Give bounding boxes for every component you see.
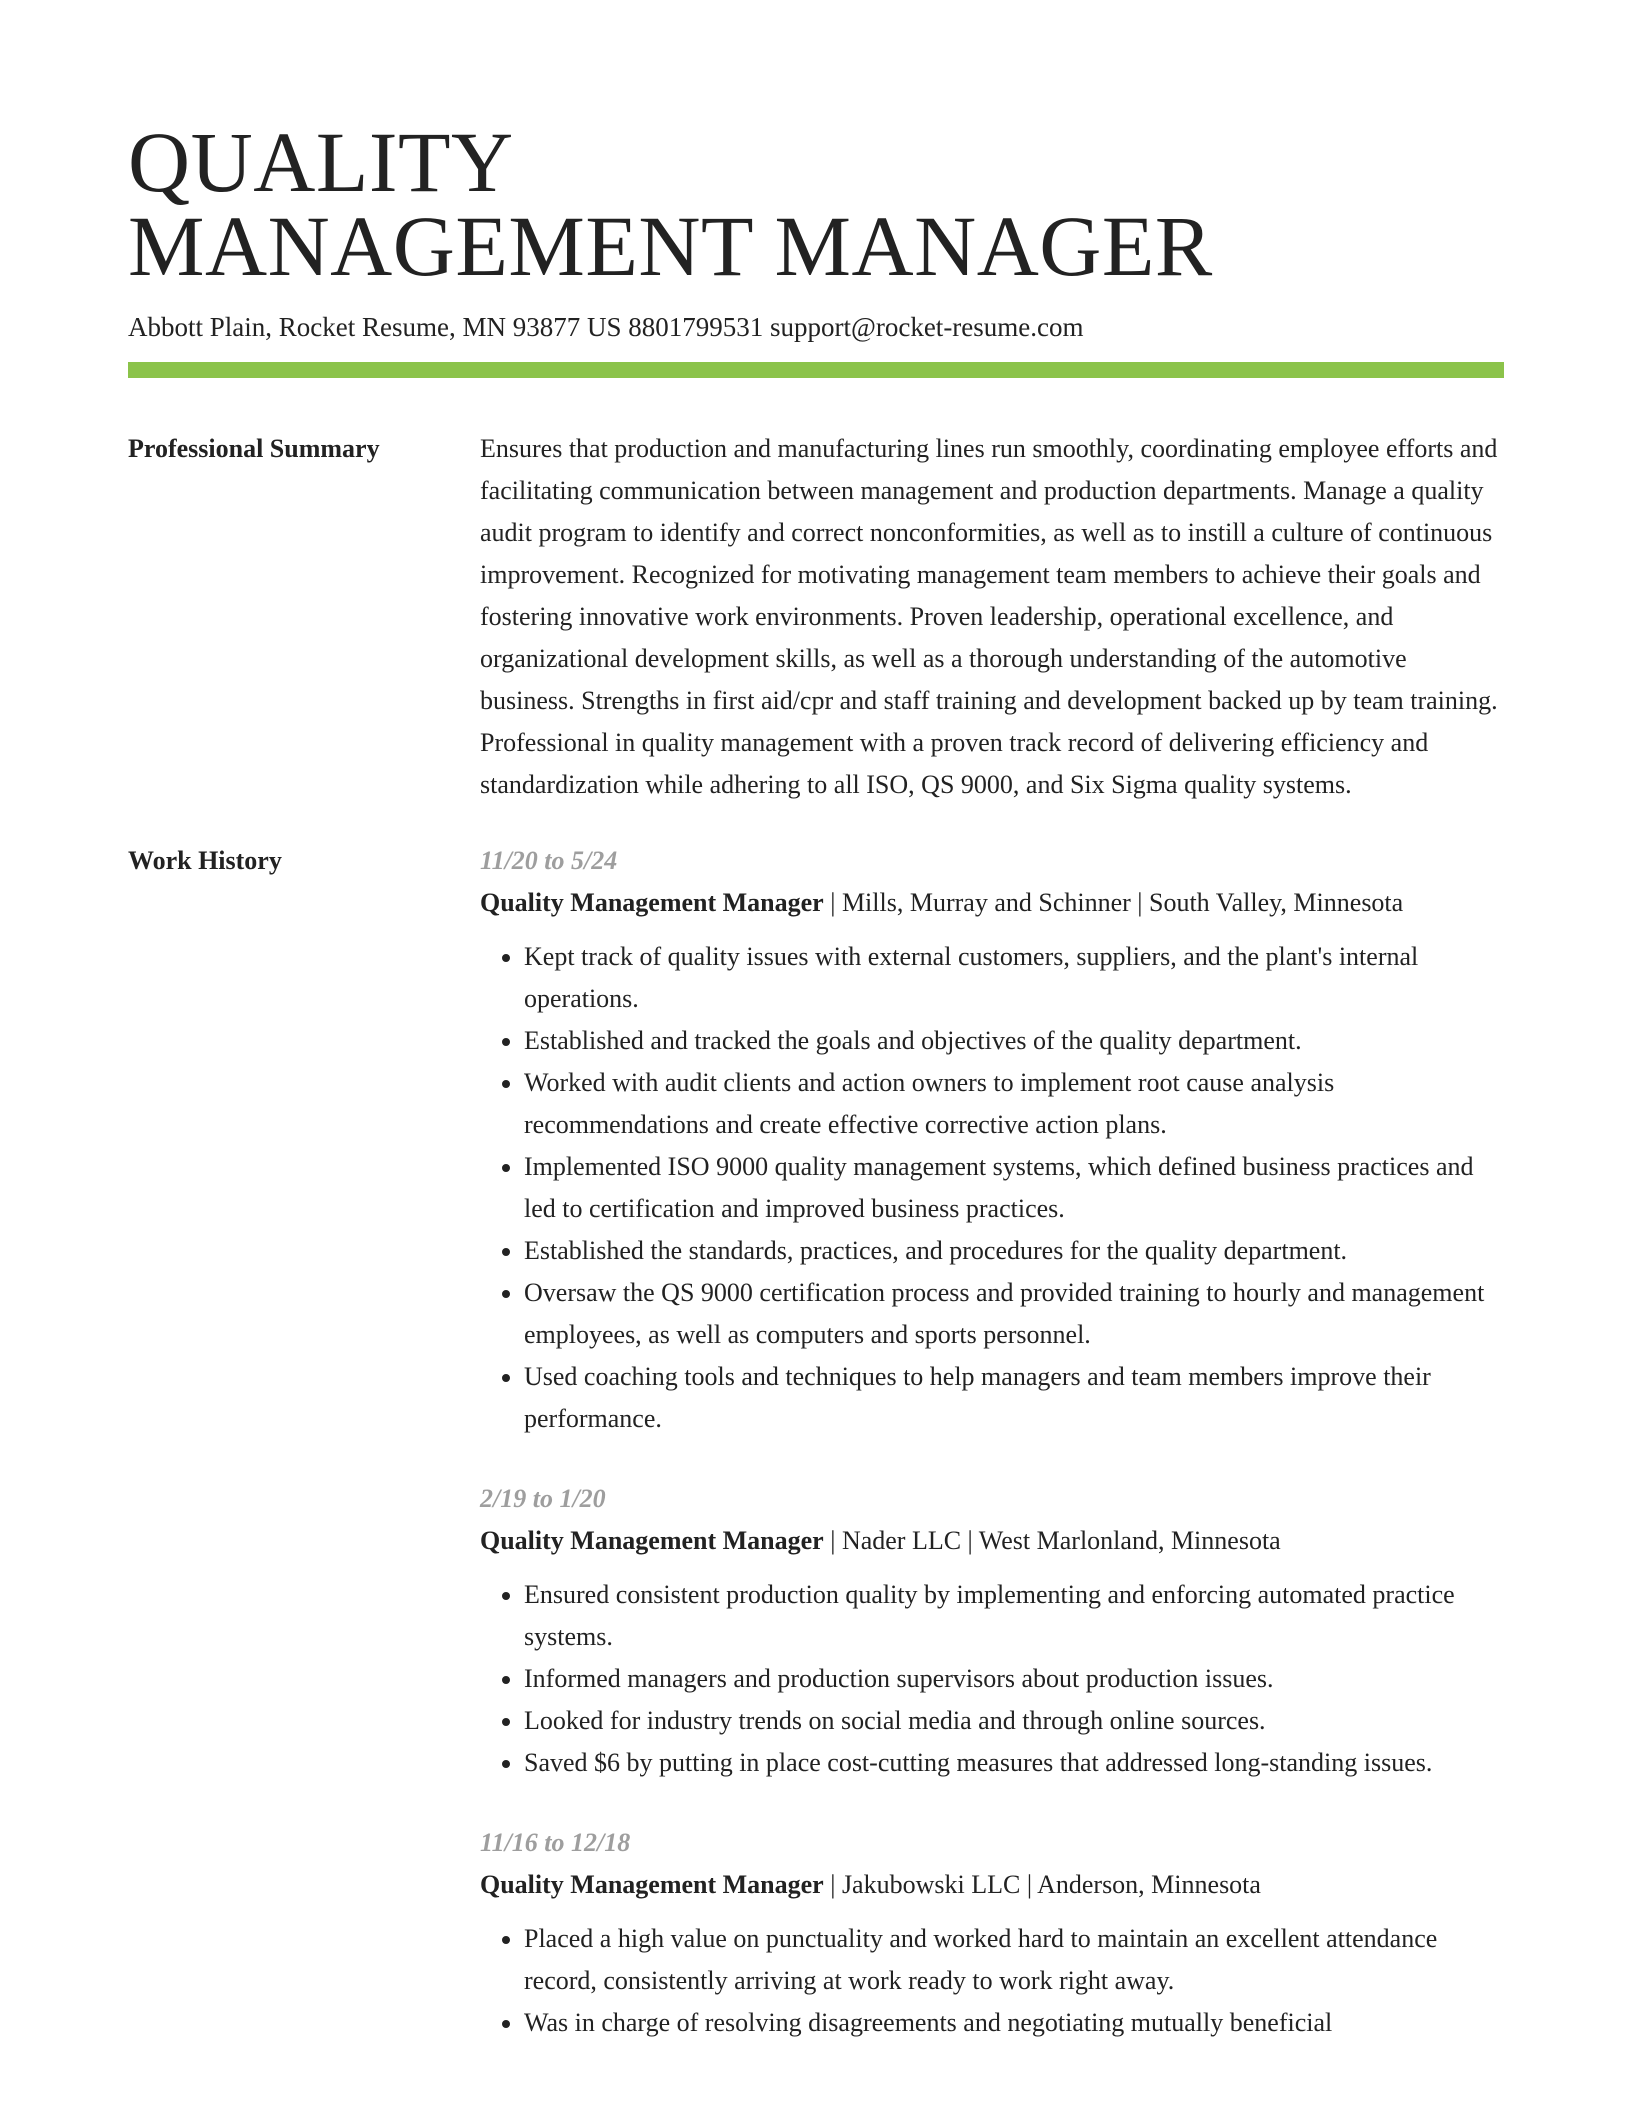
list-item: • Informed managers and production supervisors about production issues.: [524, 1658, 1504, 1700]
job-dates: 11/16 to 12/18: [480, 1828, 631, 1857]
job-entry: [480, 840, 1504, 1440]
summary-section: [128, 428, 1504, 806]
job-entry: [480, 1822, 1504, 2044]
title-line-2: MANAGEMENT MANAGER: [128, 198, 1213, 294]
list-item: • Kept track of quality issues with external customers, suppliers, and the plant's internal operations.: [524, 936, 1504, 1020]
list-item: • Looked for industry trends on social media and through online sources.: [524, 1700, 1504, 1742]
job-bullets: [480, 936, 1504, 1440]
list-item: • Was in charge of resolving disagreements and negotiating mutually beneficial: [524, 2002, 1504, 2044]
job-dates: 11/20 to 5/24: [480, 846, 618, 875]
list-item: • Ensured consistent production quality by implementing and enforcing automated practice systems.: [524, 1574, 1504, 1658]
contact-info: Abbott Plain, Rocket Resume, MN 93877 US 8801799531 support@rocket-resume.com: [128, 312, 1084, 342]
work-history-section: [128, 840, 1504, 2082]
resume-title: [128, 114, 1504, 294]
job-heading: [480, 1520, 1504, 1562]
list-item: • Established the standards, practices, and procedures for the quality department.: [524, 1230, 1504, 1272]
job-heading: [480, 882, 1504, 924]
title-line-1: QUALITY: [128, 114, 514, 210]
job-bullets: [480, 1574, 1504, 1784]
job-title: Quality Management Manager: [480, 1870, 824, 1899]
list-item: • Implemented ISO 9000 quality management systems, which defined business practices and led to certification and improved business practices.: [524, 1146, 1504, 1230]
job-entry: [480, 1478, 1504, 1784]
job-details: | Nader LLC | West Marlonland, Minnesota: [823, 1526, 1281, 1555]
work-history-label: Work History: [128, 846, 282, 875]
work-history-list: [480, 840, 1504, 2082]
list-item: • Oversaw the QS 9000 certification process and provided training to hourly and management employees, as well as computers and sports personnel.: [524, 1272, 1504, 1356]
accent-divider: [128, 362, 1504, 378]
list-item: • Worked with audit clients and action owners to implement root cause analysis recommendations and create effective corrective action plans.: [524, 1062, 1504, 1146]
job-details: | Mills, Murray and Schinner | South Valley, Minnesota: [823, 888, 1404, 917]
list-item: • Placed a high value on punctuality and worked hard to maintain an excellent attendance record, consistently arriving at work ready to work right away.: [524, 1918, 1504, 2002]
job-title: Quality Management Manager: [480, 1526, 824, 1555]
summary-text: Ensures that production and manufacturing lines run smoothly, coordinating employee efforts and facilitating communication between management and production departments. Manage a quality audit program to identify and correct nonconformities, as well as to instill a culture of continuous improvement. Recognized for motivating management team members to achieve their goals and fostering innovative work environments. Proven leadership, operational excellence, and organizational development skills, as well as a thorough understanding of the automotive business. Strengths in first aid/cpr and staff training and development backed up by team training. Professional in quality management with a proven track record of delivering efficiency and standardization while adhering to all ISO, QS 9000, and Six Sigma quality systems.: [480, 434, 1498, 799]
list-item: • Established and tracked the goals and objectives of the quality department.: [524, 1020, 1504, 1062]
job-title: Quality Management Manager: [480, 888, 824, 917]
resume-page: [128, 114, 1504, 2082]
job-dates: 2/19 to 1/20: [480, 1484, 606, 1513]
job-heading: [480, 1864, 1504, 1906]
list-item: • Saved $6 by putting in place cost-cutting measures that addressed long-standing issues.: [524, 1742, 1504, 1784]
summary-label: Professional Summary: [128, 434, 380, 463]
job-details: | Jakubowski LLC | Anderson, Minnesota: [823, 1870, 1261, 1899]
list-item: • Used coaching tools and techniques to help managers and team members improve their performance.: [524, 1356, 1504, 1440]
job-bullets: [480, 1918, 1504, 2044]
